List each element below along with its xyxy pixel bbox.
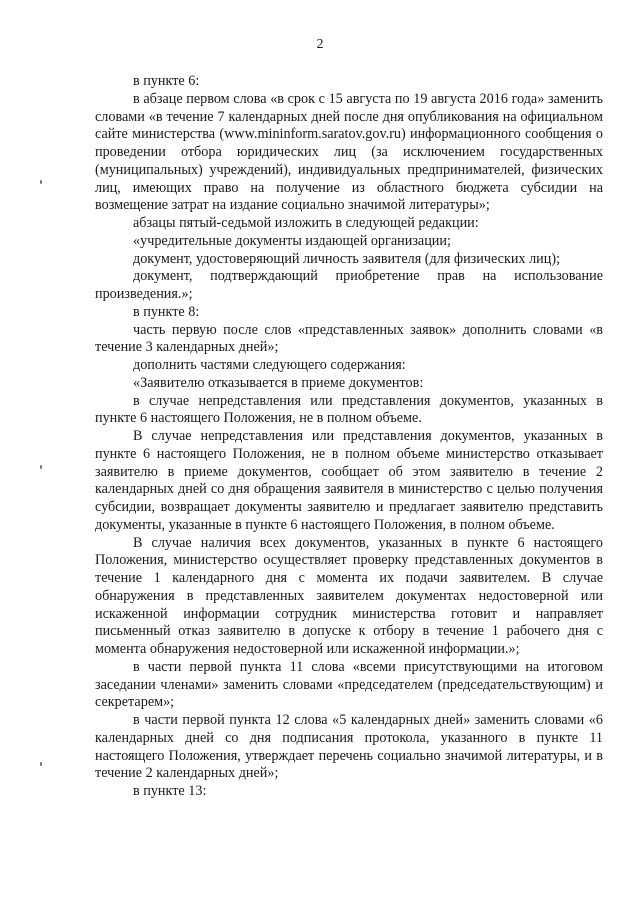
margin-mark xyxy=(40,180,42,184)
paragraph-first-abzac-change: в абзаце первом слова «в срок с 15 августа по 19 августа 2016 года» заменить словами «в течение 7 календарных дней после дня опубликования на официальном сайте министерства (www.mininform.saratov.gov.ru) информационного сообщения о проведении отбора юридических лиц (за исключением государственных (муниципальных) учреждений), индивидуальных предпринимателей, физических лиц, имеющих право на получение из областного бюджета субсидии на возмещение затрат на издание социально значимой литературы»; xyxy=(95,90,603,214)
paragraph-identity-doc: документ, удостоверяющий личность заявителя (для физических лиц); xyxy=(133,250,561,267)
paragraph-add-parts: дополнить частями следующего содержания: xyxy=(133,357,406,373)
paragraph-first-part-addition: часть первую после слов «представленных заявок» дополнить словами «в течение 3 календарных дней»; xyxy=(95,321,603,356)
document-body xyxy=(95,73,603,801)
margin-mark xyxy=(40,762,42,766)
paragraph-abzacy-5-7: абзацы пятый-седьмой изложить в следующей редакции: xyxy=(133,215,479,231)
margin-mark xyxy=(40,465,42,469)
paragraph-refusal-intro: «Заявителю отказывается в приеме документов: xyxy=(133,374,424,391)
paragraph-point-13: в пункте 13: xyxy=(133,783,207,799)
paragraph-document-check: В случае наличия всех документов, указанных в пункте 6 настоящего Положения, министерство осуществляет проверку представленных документов в течение 1 календарного дня с момента их подачи заявителем. В случае обнаружения в представленных заявителем документах недостоверной или искаженной информации сотрудник министерства готовит и направляет письменный отказ заявителю в допуске к отбору в течение 1 рабочего дня с момента обнаружения недостоверной или искаженной информации.»; xyxy=(95,534,603,657)
paragraph-founding-docs: «учредительные документы издающей организации; xyxy=(133,232,451,249)
paragraph-refusal-procedure: В случае непредставления или представления документов, указанных в пункте 6 настоящего Положения, не в полном объеме министерство отказывает заявителю в приеме документов, сообщает об этом заявителю в течение 2 календарных дней со дня обращения заявителя в министерство с целью получения субсидии, возвращает документы заявителю и предлагает заявителю представить документы, указанные в пункте 6 настоящего Положения, в полном объеме. xyxy=(95,428,603,533)
paragraph-refusal-case: в случае непредставления или представления документов, указанных в пункте 6 настоящего Положения, не в полном объеме. xyxy=(95,392,603,427)
paragraph-point-6: в пункте 6: xyxy=(133,73,200,89)
paragraph-rights-doc: документ, подтверждающий приобретение прав на использование произведения.»; xyxy=(95,268,603,302)
paragraph-point-11: в части первой пункта 11 слова «всеми присутствующими на итоговом заседании членами» заменить словами «председателем (председательствующим) и секретарем»; xyxy=(95,658,603,711)
page-number: 2 xyxy=(316,37,324,52)
paragraph-point-8: в пункте 8: xyxy=(133,303,200,320)
paragraph-point-12: в части первой пункта 12 слова «5 календарных дней» заменить словами «6 календарных дней со дня подписания протокола, указанного в пункте 11 настоящего Положения, утверждает перечень социально значимой литературы, и в течение 2 календарных дней»; xyxy=(95,712,603,782)
